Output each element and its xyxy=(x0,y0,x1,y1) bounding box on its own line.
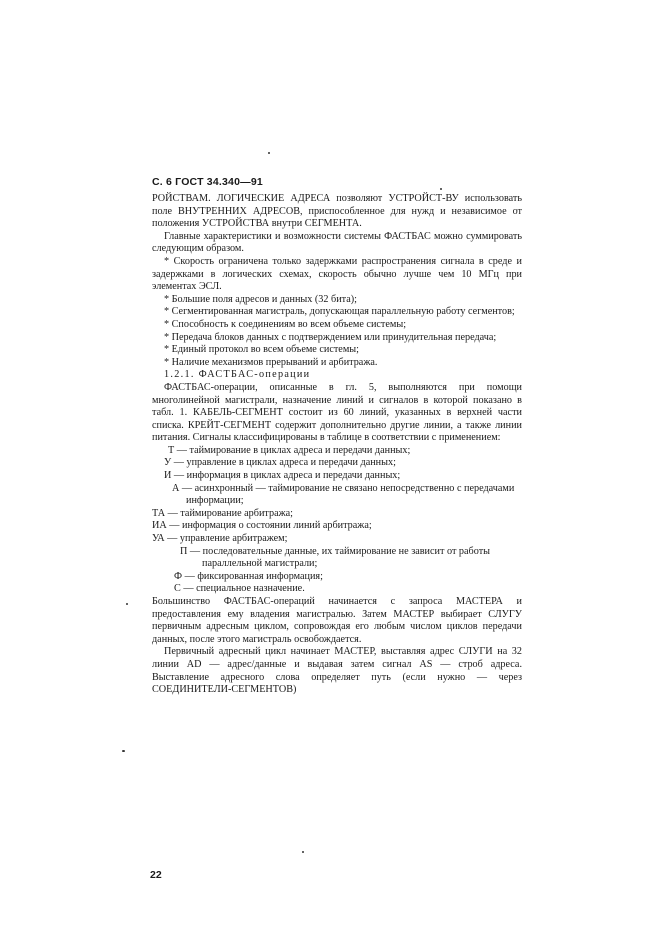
feature-item-protocol: * Единый протокол во всем объеме системы; xyxy=(164,344,359,356)
legend-item-u: У — управление в циклах адреса и передачи данных; xyxy=(164,457,396,469)
feature-item-interrupts: * Наличие механизмов прерываний и арбитража. xyxy=(164,356,378,368)
scan-speck xyxy=(122,750,125,752)
scan-speck xyxy=(268,152,270,154)
signal-class-legend xyxy=(152,445,522,596)
legend-item-p: П — последовательные данные, их таймирование не зависит от работы параллельной магистрали; xyxy=(180,545,490,570)
scan-speck xyxy=(440,188,442,190)
paragraph-master: Большинство ФАСТБАС-операций начинается с запроса МАСТЕРА и предоставления ему владения магистралью. Затем МАСТЕР выбирает СЛУГУ первичным адресным циклом, сопровождая его любым числом циклов передачи данных, после этого магистраль освобождается. xyxy=(152,596,522,645)
feature-item-connections: * Способность к соединениям во всем объеме системы; xyxy=(164,318,407,330)
feature-item-address-fields: * Большие поля адресов и данных (32 бита); xyxy=(164,293,357,305)
feature-item-segmented-bus: * Сегментированная магистраль, допускающая параллельную работу сегментов; xyxy=(164,306,515,318)
scan-speck xyxy=(126,603,128,605)
feature-item-speed: * Скорость ограничена только задержками распространения сигнала в среде и задержками в логических схемах, скорость обычно лучше чем 10 МГц при элементах ЭСЛ. xyxy=(152,255,522,293)
paragraph-continuation: РОЙСТВАМ. ЛОГИЧЕСКИЕ АДРЕСА позволяют УСТРОЙСТ-ВУ использовать поле ВНУТРЕННИХ АДРЕСОВ, приспособленное для нужд и независимое от положения УСТРОЙСТВА внутри СЕГМЕНТА. xyxy=(152,193,522,230)
paragraph-operations: ФАСТБАС-операции, описанные в гл. 5, выполняются при помощи многолинейной магистрали, назначение линий и сигналов в которой показано в табл. 1. КАБЕЛЬ-СЕГМЕНТ состоит из 60 линий, указанных в верхней части списка. КРЕЙТ-СЕГМЕНТ содержит дополнительно другие линии, а также линии питания. Сигналы классифицированы в таблице в соответствии с применением: xyxy=(152,381,522,444)
paragraph-features-intro: Главные характеристики и возможности системы ФАСТБАС можно суммировать следующим образом. xyxy=(152,230,522,255)
legend-item-ta: ТА — таймирование арбитража; xyxy=(152,507,293,519)
legend-item-i: И — информация в циклах адреса и передачи данных; xyxy=(164,470,401,482)
legend-item-ua: УА — управление арбитражем; xyxy=(152,533,288,545)
page-number: 22 xyxy=(150,869,162,881)
section-heading: 1.2.1. ФАСТБАС-операции xyxy=(164,369,311,381)
legend-item-f: Ф — фиксированная информация; xyxy=(174,570,323,582)
document-body xyxy=(152,193,522,697)
feature-item-block-transfer: * Передача блоков данных с подтверждением или принудительная передача; xyxy=(164,331,497,343)
scan-speck xyxy=(302,851,304,853)
legend-item-t: Т — таймирование в циклах адреса и передачи данных; xyxy=(168,444,411,456)
legend-item-ia: ИА — информация о состоянии линий арбитража; xyxy=(152,520,372,532)
page-header: С. 6 ГОСТ 34.340—91 xyxy=(152,176,263,188)
paragraph-address-cycle: Первичный адресный цикл начинает МАСТЕР, выставляя адрес СЛУГИ на 32 линии AD — адрес/данные и выдавая затем сигнал AS — строб адреса. Выставление адресного слова определяет путь (если нужно — через СОЕДИНИТЕЛИ-СЕГМЕНТОВ) xyxy=(152,646,522,696)
legend-item-a: А — асинхронный — таймирование не связано непосредственно с передачами информации; xyxy=(172,482,515,507)
legend-item-s: С — специальное назначение. xyxy=(174,583,305,595)
